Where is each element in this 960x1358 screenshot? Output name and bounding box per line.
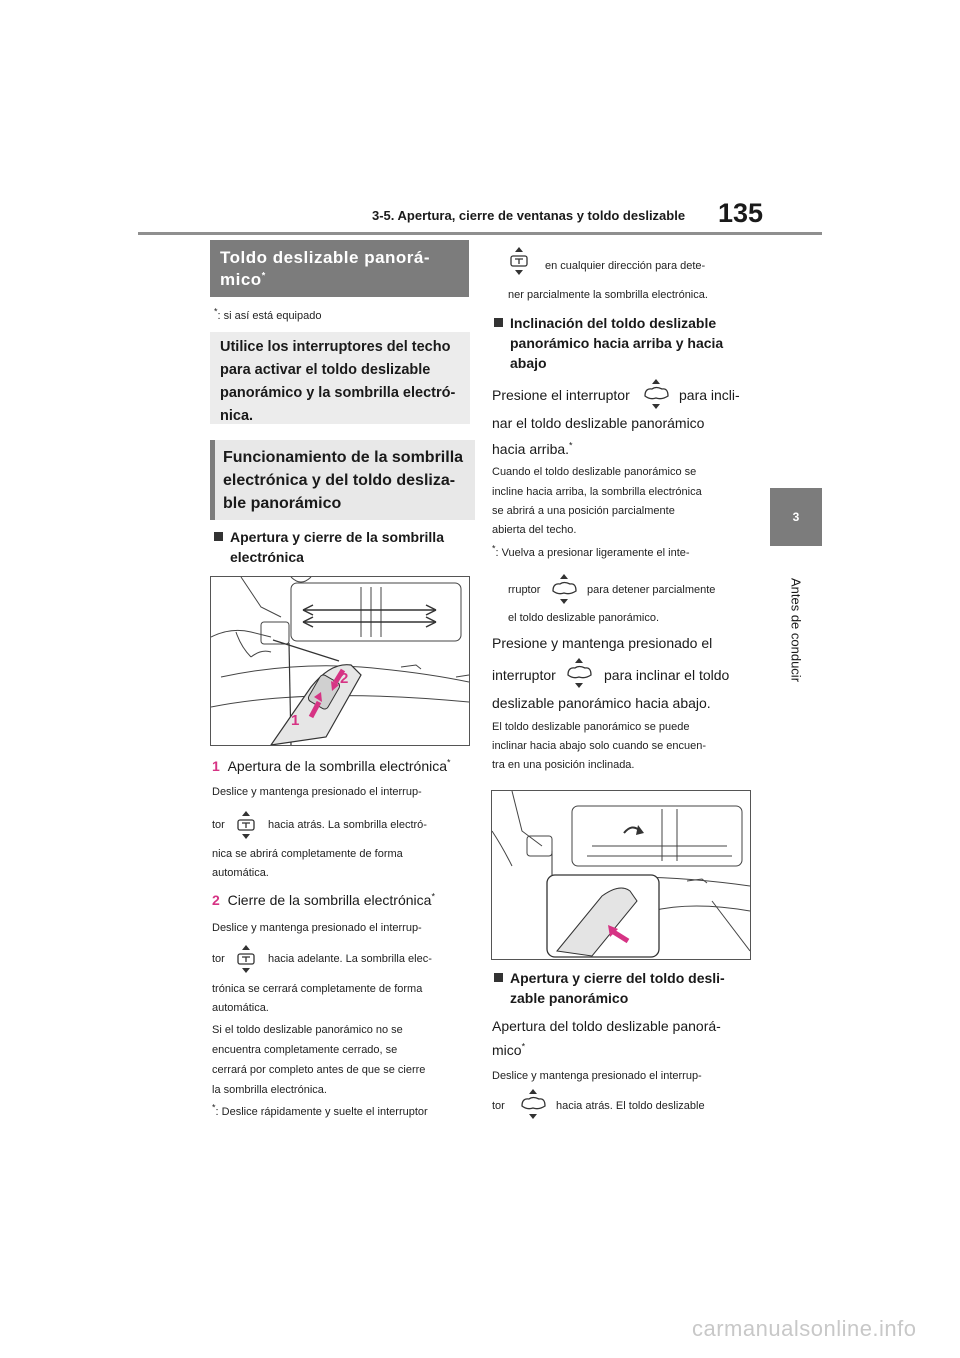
col2-top-line: ner parcialmente la sombrilla electrónica.	[508, 289, 708, 301]
item-1-title: 1 Apertura de la sombrilla electrónica*	[212, 757, 451, 774]
tilt-down-note: tra en una posición inclinada.	[492, 759, 635, 771]
item-2-line: automática.	[212, 1002, 269, 1014]
shade-switch-icon	[232, 810, 260, 845]
tilt-down-note: El toldo deslizable panorámico se puede	[492, 721, 690, 733]
figure-roof-switch	[491, 790, 751, 960]
function-heading: Funcionamiento de la sombrilla electrónica y del toldo desliza- ble panorámico	[210, 440, 475, 520]
tilt-up-note: incline hacia arriba, la sombrilla electrónica	[492, 486, 702, 498]
header-rule	[138, 232, 822, 235]
chapter-label: Antes de conducir	[788, 577, 804, 683]
tilt-down-line: interruptor	[492, 667, 556, 683]
tilt-down-note: inclinar hacia abajo solo cuando se encuen-	[492, 740, 707, 752]
item-2-line: trónica se cerrará completamente de forma	[212, 983, 423, 995]
tilt-up-note: abierta del techo.	[492, 524, 577, 536]
roof-switch-icon	[563, 657, 595, 694]
watermark: carmanualsonline.info	[692, 1316, 917, 1341]
page-number: 135	[718, 198, 764, 228]
item-1-line: hacia atrás. La sombrilla electró-	[268, 819, 427, 831]
item-2-note: cerrará por completo antes de que se cierre	[212, 1064, 426, 1076]
open-roof-body: tor	[492, 1100, 505, 1112]
footnote-3: el toldo deslizable panorámico.	[508, 612, 660, 624]
item-1-line: Deslice y mantenga presionado el interrup-	[212, 786, 422, 798]
intro-box: Utilice los interruptores del techo para activar el toldo deslizable panorámico y la sombrilla electró- nica.	[210, 332, 470, 424]
header-section-title: 3-5. Apertura, cierre de ventanas y toldo deslizable	[372, 208, 686, 223]
open-roof-line: mico*	[492, 1041, 526, 1058]
footnote-3: rruptor	[508, 584, 541, 596]
chapter-tab: 3	[770, 488, 822, 546]
section-title: Toldo deslizable panorá- mico*	[210, 240, 469, 297]
open-roof-body: hacia atrás. El toldo deslizable	[556, 1100, 705, 1112]
item-2-title: 2 Cierre de la sombrilla electrónica*	[212, 891, 435, 908]
callout-2: 2	[340, 670, 349, 687]
open-roof-line: Apertura del toldo deslizable panorá-	[492, 1018, 721, 1034]
item-2-line: Deslice y mantenga presionado el interrup-	[212, 922, 422, 934]
tilt-down-line: deslizable panorámico hacia abajo.	[492, 695, 711, 711]
figure-shade-switch	[210, 576, 470, 746]
tilt-up-line: para incli-	[679, 387, 740, 403]
shade-switch-icon	[232, 944, 260, 979]
item-1-line: tor	[212, 819, 225, 831]
subsection-open-roof: Apertura y cierre del toldo desli- zable panorámico	[494, 968, 725, 1008]
roof-switch-icon	[548, 573, 580, 610]
roof-switch-icon	[640, 378, 672, 415]
tilt-up-note: Cuando el toldo deslizable panorámico se	[492, 466, 697, 478]
item-2-note: encuentra completamente cerrado, se	[212, 1044, 398, 1056]
item-1-line: nica se abrirá completamente de forma	[212, 848, 403, 860]
tilt-down-line: para inclinar el toldo	[604, 667, 730, 683]
shade-switch-icon	[505, 246, 533, 281]
item-2-note: Si el toldo deslizable panorámico no se	[212, 1024, 403, 1036]
col2-top-line: en cualquier dirección para dete-	[545, 260, 706, 272]
item-2-line: tor	[212, 953, 225, 965]
tilt-up-line: Presione el interruptor	[492, 387, 630, 403]
tilt-down-line: Presione y mantenga presionado el	[492, 635, 713, 651]
footnote-3: para detener parcialmente	[587, 584, 716, 596]
item-2-note: la sombrilla electrónica.	[212, 1084, 327, 1096]
open-roof-body: Deslice y mantenga presionado el interrup-	[492, 1070, 702, 1082]
roof-switch-icon	[517, 1088, 549, 1125]
tilt-up-note: se abrirá a una posición parcialmente	[492, 505, 675, 517]
footnote-equipped: *: si así está equipado	[214, 306, 322, 322]
tilt-up-line: nar el toldo deslizable panorámico	[492, 415, 705, 431]
item-2-line: hacia adelante. La sombrilla elec-	[268, 953, 432, 965]
subsection-tilt: Inclinación del toldo deslizable panorámico hacia arriba y hacia abajo	[494, 313, 723, 373]
footnote-3: *: Vuelva a presionar ligeramente el inte-	[492, 543, 690, 559]
footnote-2: *: Deslice rápidamente y suelte el interruptor	[212, 1102, 428, 1118]
tilt-up-line: hacia arriba.*	[492, 440, 573, 457]
item-1-line: automática.	[212, 867, 269, 879]
callout-1: 1	[291, 712, 300, 729]
subsection-shade: Apertura y cierre de la sombrilla electrónica	[214, 527, 444, 567]
